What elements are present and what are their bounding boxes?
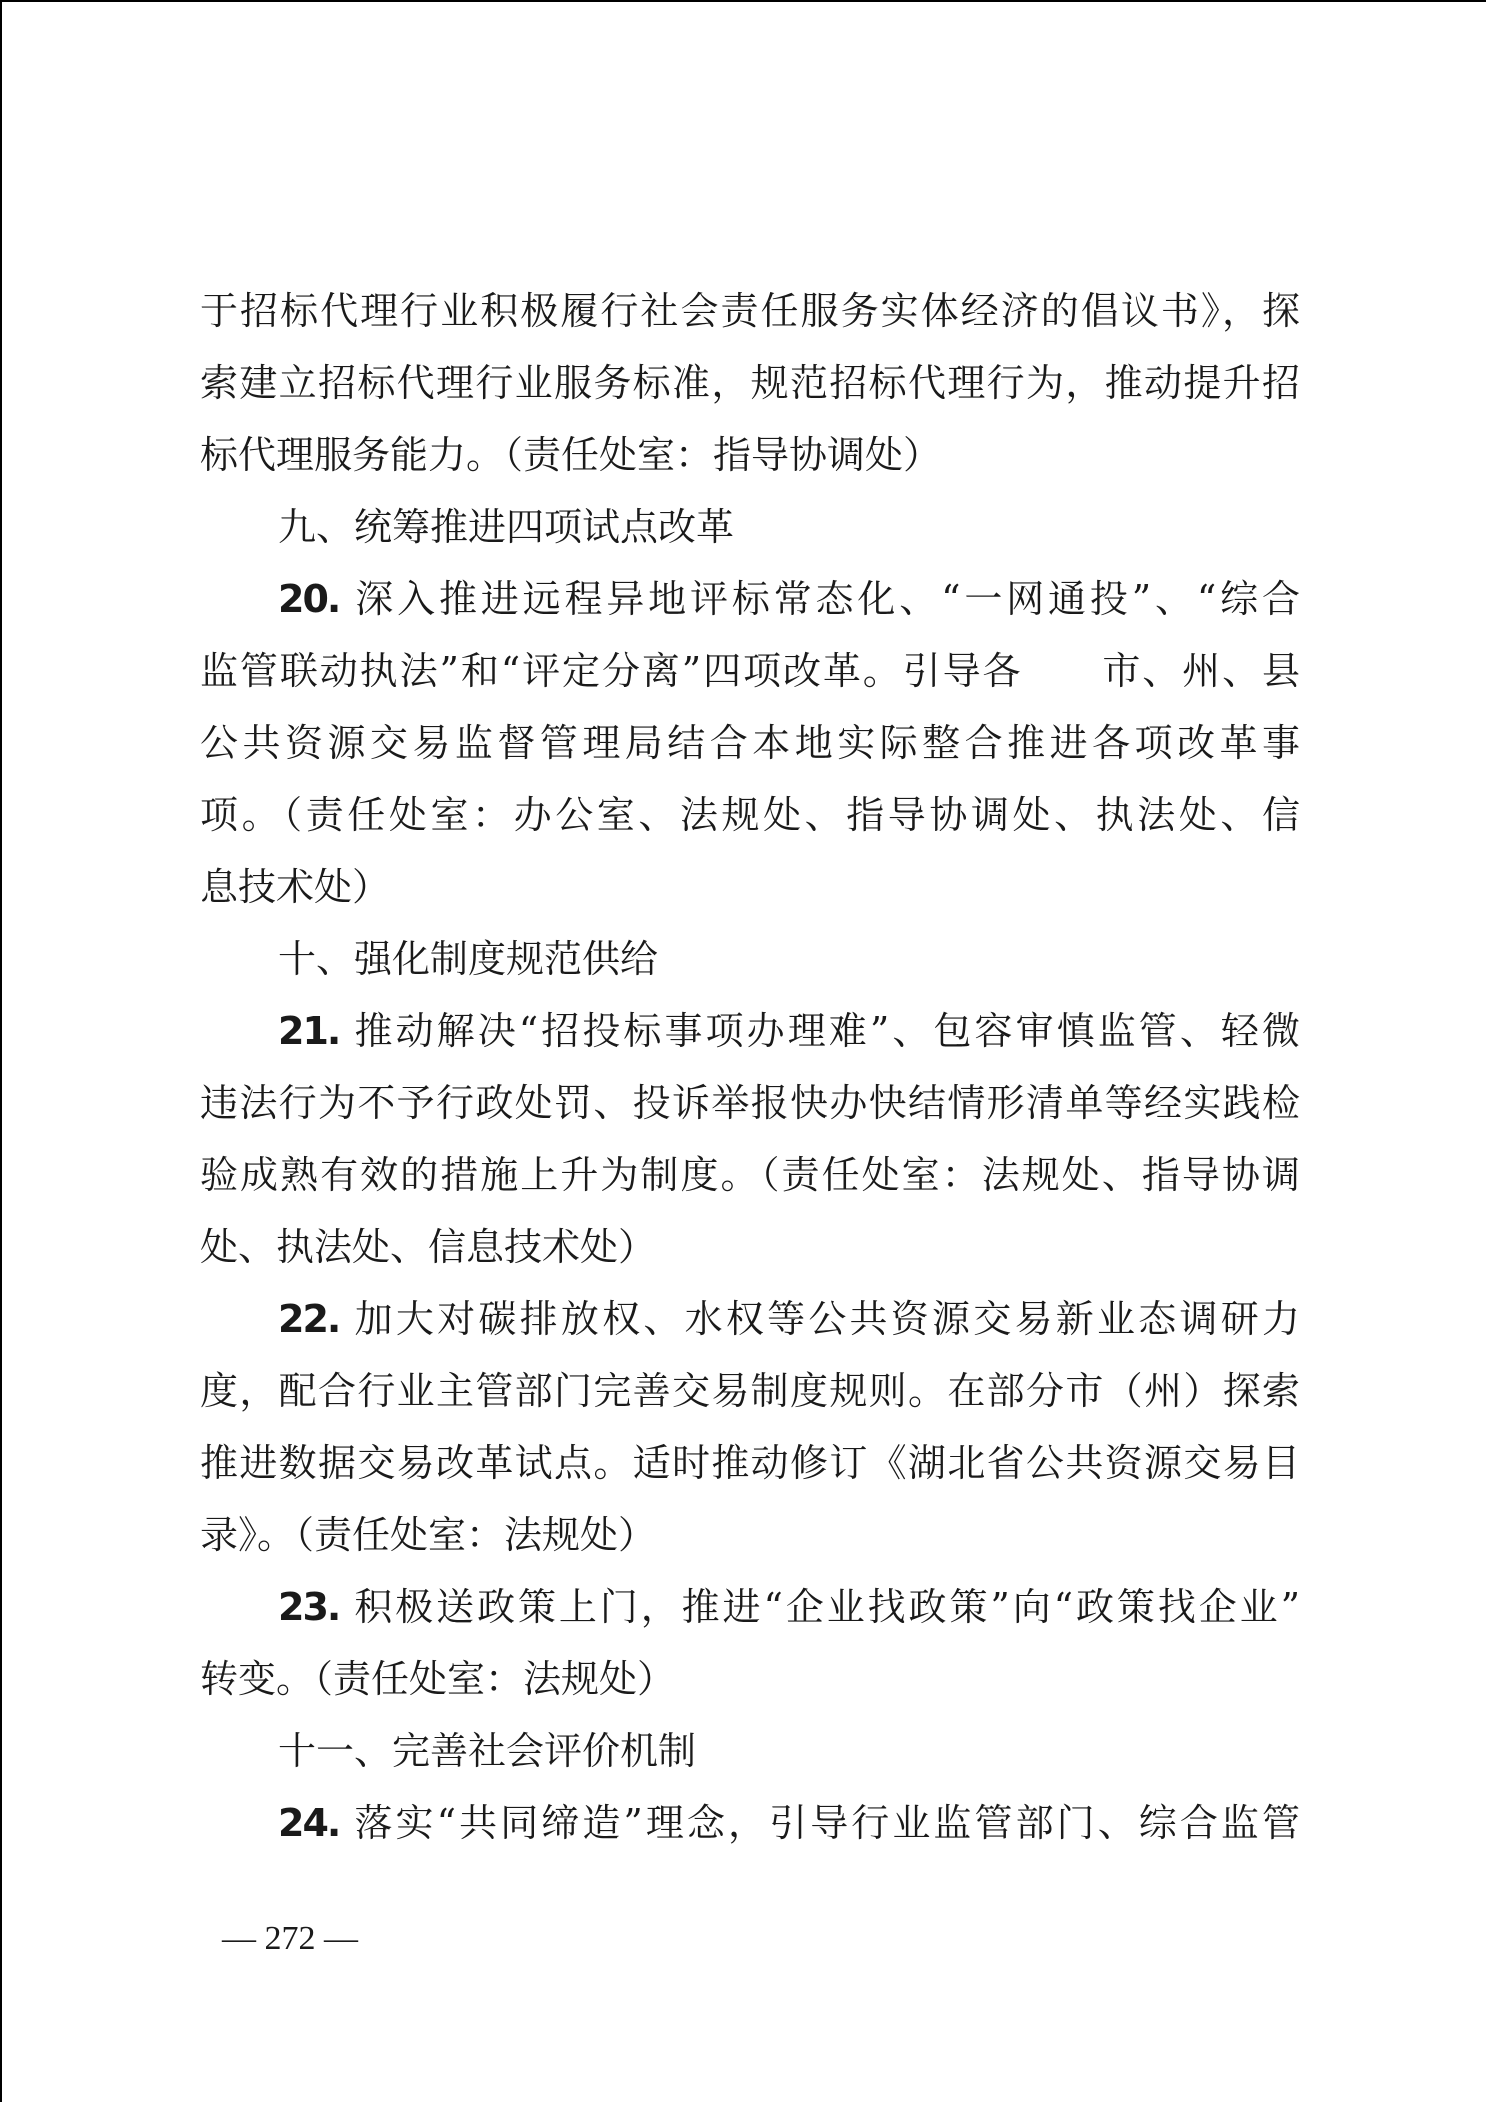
item-text: 积极送政策上门，推进“企业找政策”向“政策找企业” [339,1585,1300,1629]
document-body [200,275,1300,1859]
text-line: 录》。（责任处室：法规处） [200,1513,657,1557]
item-text: 推动解决“招投标事项办理难”、包容审慎监管、轻微 [339,1009,1300,1053]
text-line: 监管联动执法”和“评定分离”四项改革。引导各 市、州、县 [200,649,1300,693]
item-number: 22. [278,1297,340,1341]
text-line: 索建立招标代理行业服务标准，规范招标代理行为，推动提升招 [200,361,1300,405]
text-line: 公共资源交易监督管理局结合本地实际整合推进各项改革事 [200,721,1300,765]
section-heading: 十一、完善社会评价机制 [278,1729,697,1773]
item-text: 深入推进远程异地评标常态化、“一网通投”、“综合 [339,577,1300,621]
text-line: 处、执法处、信息技术处） [200,1225,657,1269]
numbered-item-line [200,563,1300,635]
text-line: 推进数据交易改革试点。适时推动修订《湖北省公共资源交易目 [200,1441,1300,1485]
item-number: 24. [278,1801,340,1845]
text-line: 转变。（责任处室：法规处） [200,1657,676,1701]
item-number: 23. [278,1585,340,1629]
item-number: 20. [278,577,340,621]
section-heading: 九、统筹推进四项试点改革 [278,505,735,549]
page-number: — 272 — [222,1920,358,1957]
text-line: 于招标代理行业积极履行社会责任服务实体经济的倡议书》，探 [200,289,1300,333]
text-line: 项。（责任处室：办公室、法规处、指导协调处、执法处、信 [200,793,1300,837]
item-number: 21. [278,1009,340,1053]
numbered-item-line [200,1571,1300,1643]
numbered-item-line [200,1787,1300,1859]
text-line: 度，配合行业主管部门完善交易制度规则。在部分市（州）探索 [200,1369,1300,1413]
item-text: 落实“共同缔造”理念，引导行业监管部门、综合监管 [339,1801,1300,1845]
text-line: 息技术处） [200,865,391,909]
section-heading: 十、强化制度规范供给 [278,937,659,981]
item-text: 加大对碳排放权、水权等公共资源交易新业态调研力 [339,1297,1300,1341]
text-line: 标代理服务能力。（责任处室：指导协调处） [200,433,942,477]
numbered-item-line [200,995,1300,1067]
numbered-item-line [200,1283,1300,1355]
text-line: 违法行为不予行政处罚、投诉举报快办快结情形清单等经实践检 [200,1081,1300,1125]
text-line: 验成熟有效的措施上升为制度。（责任处室：法规处、指导协调 [200,1153,1300,1197]
